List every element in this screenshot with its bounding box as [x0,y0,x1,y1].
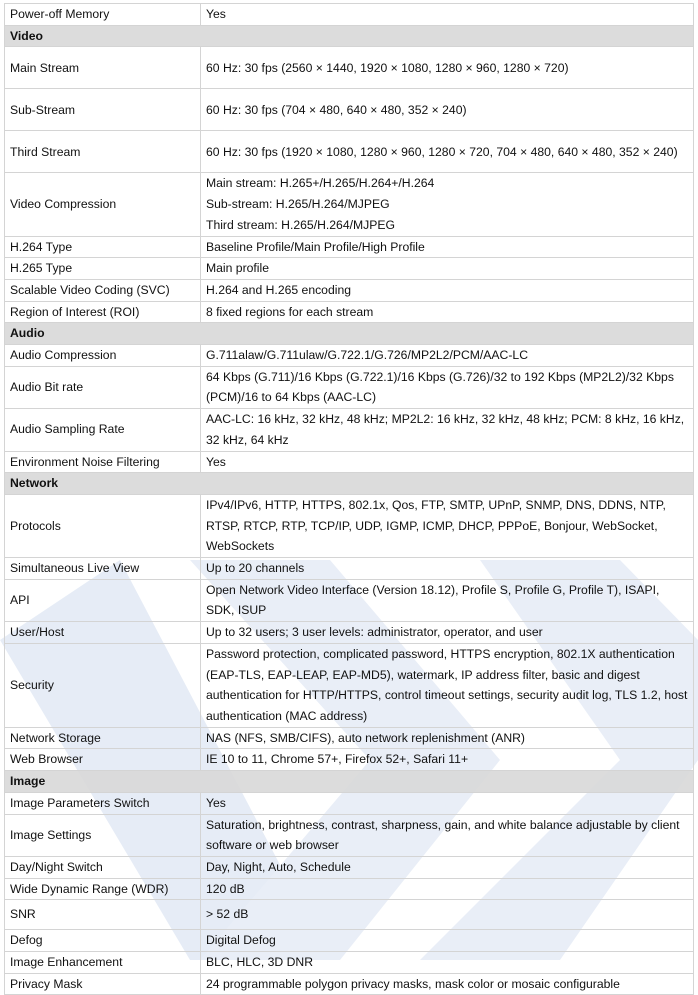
spec-value [201,558,694,580]
spec-row [5,792,694,814]
section-title: Image [5,771,694,793]
spec-label: Network Storage [5,727,201,749]
spec-label: SNR [5,900,201,930]
spec-value [201,643,694,727]
spec-row [5,856,694,878]
section-title: Video [5,25,694,47]
spec-value [201,579,694,621]
spec-row [5,814,694,856]
spec-label: Simultaneous Live View [5,558,201,580]
spec-label: Audio Bit rate [5,366,201,408]
spec-label: Defog [5,930,201,952]
spec-value-line: H.264 and H.265 encoding [206,282,352,297]
spec-label: Power-off Memory [5,4,201,26]
spec-value-line: Digital Defog [206,933,276,948]
spec-table [4,3,694,995]
spec-value [201,814,694,856]
spec-row [5,643,694,727]
spec-value-line: NAS (NFS, SMB/CIFS), auto network replenishment (ANR) [206,730,525,745]
spec-row [5,4,694,26]
spec-value [201,900,694,930]
spec-row [5,622,694,644]
spec-label: API [5,579,201,621]
spec-value-line: Yes [206,795,226,810]
spec-row [5,494,694,557]
spec-row [5,451,694,473]
spec-label: Audio Compression [5,345,201,367]
spec-value [201,236,694,258]
spec-row [5,930,694,952]
spec-label: Region of Interest (ROI) [5,301,201,323]
spec-label: Image Parameters Switch [5,792,201,814]
spec-row [5,236,694,258]
spec-row [5,131,694,173]
spec-value-line: G.711alaw/G.711ulaw/G.722.1/G.726/MP2L2/PCM/AAC-LC [206,348,528,363]
spec-value [201,4,694,26]
spec-value [201,258,694,280]
spec-row [5,301,694,323]
spec-row [5,345,694,367]
spec-value [201,973,694,995]
spec-value-line: Open Network Video Interface (Version 18.12), Profile S, Profile G, Profile T), ISAPI, SDK, ISUP [206,582,660,618]
spec-row [5,89,694,131]
spec-value-line: BLC, HLC, 3D DNR [206,955,314,970]
spec-value [201,930,694,952]
spec-label: User/Host [5,622,201,644]
spec-value-line: Baseline Profile/Main Profile/High Profile [206,239,425,254]
spec-label: Wide Dynamic Range (WDR) [5,878,201,900]
spec-value [201,952,694,974]
spec-value-line: IE 10 to 11, Chrome 57+, Firefox 52+, Safari 11+ [206,752,469,767]
spec-value [201,279,694,301]
spec-value-line: 60 Hz: 30 fps (1920 × 1080, 1280 × 960, 1280 × 720, 704 × 480, 640 × 480, 352 × 240) [206,144,678,159]
spec-value [201,622,694,644]
spec-label: Sub-Stream [5,89,201,131]
spec-value-line: Third stream: H.265/H.264/MJPEG [206,217,395,232]
spec-row [5,749,694,771]
section-header [5,323,694,345]
spec-row [5,409,694,451]
spec-value-line: Day, Night, Auto, Schedule [206,859,351,874]
spec-value-line: 60 Hz: 30 fps (2560 × 1440, 1920 × 1080, 1280 × 960, 1280 × 720) [206,60,569,75]
spec-label: Scalable Video Coding (SVC) [5,279,201,301]
section-header [5,473,694,495]
spec-label: Image Enhancement [5,952,201,974]
spec-label: Day/Night Switch [5,856,201,878]
spec-value-line: > 52 dB [206,907,249,922]
spec-value [201,749,694,771]
spec-value-line: Up to 20 channels [206,561,305,576]
section-header [5,771,694,793]
spec-label: Audio Sampling Rate [5,409,201,451]
spec-value [201,409,694,451]
spec-row [5,173,694,236]
spec-value [201,451,694,473]
spec-value-line: Password protection, complicated password, HTTPS encryption, 802.1X authentication (EAP-TLS, EAP-LEAP, EAP-MD5), watermark, IP address filter, basic and digest authentication for HTTP/HTTPS, control timeout settings, security audit log, TLS 1.2, host authentication (MAC address) [206,646,688,723]
spec-row [5,558,694,580]
spec-value-line: Sub-stream: H.265/H.264/MJPEG [206,197,390,212]
spec-row [5,47,694,89]
spec-row [5,900,694,930]
spec-value [201,89,694,131]
spec-value [201,131,694,173]
section-title: Network [5,473,694,495]
spec-value-line: Main stream: H.265+/H.265/H.264+/H.264 [206,176,435,191]
spec-row [5,878,694,900]
spec-row [5,727,694,749]
spec-label: Security [5,643,201,727]
spec-row [5,973,694,995]
spec-value-line: 60 Hz: 30 fps (704 × 480, 640 × 480, 352 × 240) [206,102,467,117]
spec-row [5,366,694,408]
spec-value-line: AAC-LC: 16 kHz, 32 kHz, 48 kHz; MP2L2: 16 kHz, 32 kHz, 48 kHz; PCM: 8 kHz, 16 kHz, 32 kHz, 64 kHz [206,412,685,447]
spec-value-line: Main profile [206,261,269,276]
spec-value [201,494,694,557]
spec-value [201,366,694,408]
spec-row [5,952,694,974]
spec-label: Privacy Mask [5,973,201,995]
spec-value [201,878,694,900]
spec-value [201,173,694,236]
spec-value [201,345,694,367]
spec-value-line: 8 fixed regions for each stream [206,304,374,319]
spec-value [201,47,694,89]
spec-row [5,279,694,301]
spec-value-line: Saturation, brightness, contrast, sharpness, gain, and white balance adjustable by client software or web browser [206,817,680,853]
spec-value [201,792,694,814]
spec-value-line: Yes [206,454,226,469]
section-title: Audio [5,323,694,345]
spec-row [5,258,694,280]
spec-value [201,301,694,323]
spec-label: Web Browser [5,749,201,771]
spec-value-line: 120 dB [206,881,245,896]
spec-label: H.264 Type [5,236,201,258]
spec-value-line: 64 Kbps (G.711)/16 Kbps (G.722.1)/16 Kbps (G.726)/32 to 192 Kbps (MP2L2)/32 Kbps (PCM)/16 to 64 Kbps (AAC-LC) [206,369,674,405]
spec-label: Image Settings [5,814,201,856]
spec-label: Environment Noise Filtering [5,451,201,473]
spec-row [5,579,694,621]
spec-value-line: 24 programmable polygon privacy masks, mask color or mosaic configurable [206,976,620,991]
section-header [5,25,694,47]
spec-value-line: Yes [206,7,226,21]
spec-value [201,727,694,749]
spec-value-line: Up to 32 users; 3 user levels: administrator, operator, and user [206,625,543,640]
spec-value [201,856,694,878]
spec-value-line: IPv4/IPv6, HTTP, HTTPS, 802.1x, Qos, FTP, SMTP, UPnP, SNMP, DNS, DDNS, NTP, RTSP, RTCP, RTP, TCP/IP, UDP, IGMP, ICMP, DHCP, PPPoE, Bonjour, WebSocket, WebSockets [206,497,666,554]
spec-label: Protocols [5,494,201,557]
spec-label: Third Stream [5,131,201,173]
spec-label: Video Compression [5,173,201,236]
spec-label: H.265 Type [5,258,201,280]
spec-label: Main Stream [5,47,201,89]
